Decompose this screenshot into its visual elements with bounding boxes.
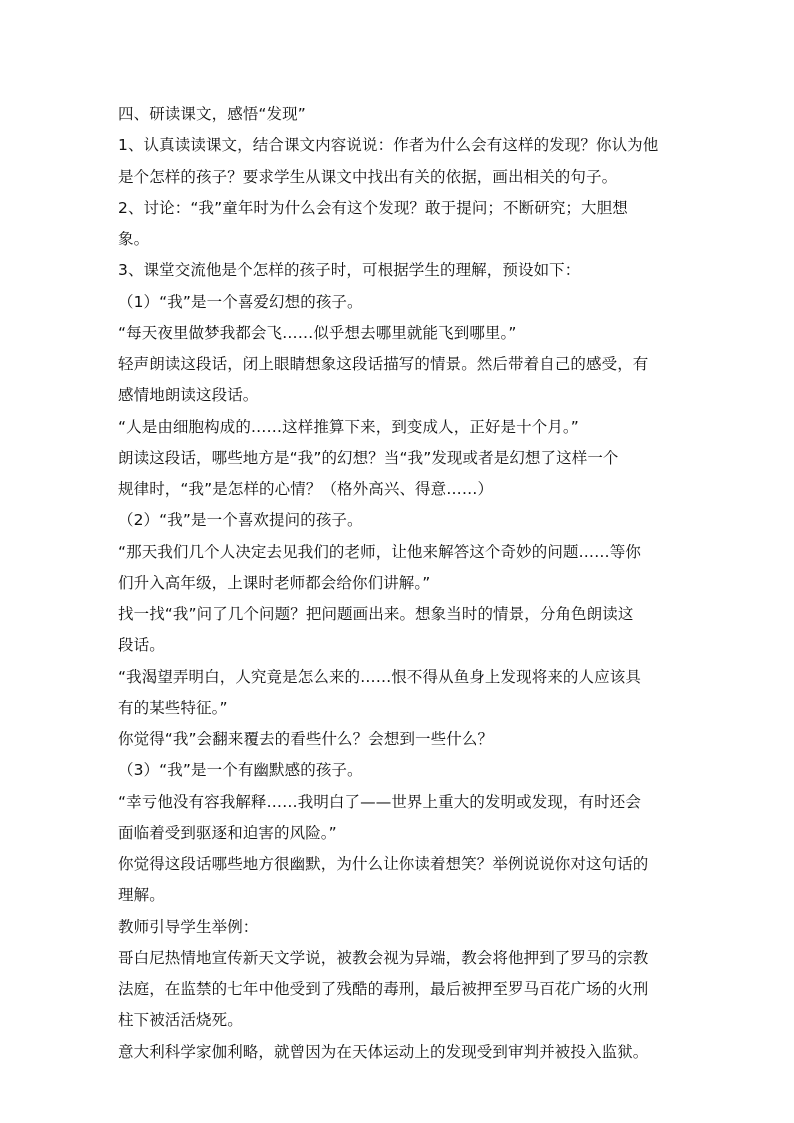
- text-line: 教师引导学生举例：: [118, 917, 259, 936]
- text-line: 理解。: [118, 886, 165, 905]
- text-line: 找一找“我”问了几个问题？把问题画出来。想象当时的情景，分角色朗读这: [118, 605, 634, 623]
- text-line: 段话。: [118, 636, 165, 655]
- subheading-line: （2）“我”是一个喜欢提问的孩子。: [118, 511, 363, 530]
- quote-line: “人是由细胞构成的……这样推算下来，到变成人，正好是十个月。”: [118, 417, 579, 436]
- text-line: 你觉得这段话哪些地方很幽默，为什么让你读着想笑？举例说说你对这句话的: [118, 855, 649, 873]
- subheading-line: （1）“我”是一个喜爱幻想的孩子。: [118, 292, 363, 311]
- text-line: 哥白尼热情地宣传新天文学说，被教会视为异端，教会将他押到了罗马的宗教: [118, 948, 649, 967]
- text-line: 3、课堂交流他是个怎样的孩子时，可根据学生的理解，预设如下：: [118, 261, 581, 280]
- quote-line: “幸亏他没有容我解释……我明白了——世界上重大的发明或发现，有时还会: [118, 792, 641, 811]
- text-line: 2、讨论：“我”童年时为什么会有这个发现？敢于提问；不断研究；大胆想: [118, 198, 628, 217]
- text-line: 轻声朗读这段话，闭上眼睛想象这段话描写的情景。然后带着自己的感受，有: [118, 355, 649, 373]
- section-heading: 四、研读课文，感悟“发现”: [118, 105, 306, 123]
- text-line: 柱下被活活烧死。: [118, 1011, 243, 1030]
- document-body: [118, 99, 678, 1068]
- text-line: 规律时，“我”是怎样的心情？（格外高兴、得意……）: [118, 480, 494, 498]
- quote-line: “我渴望弄明白，人究竟是怎么来的……恨不得从鱼身上发现将来的人应该具: [118, 667, 641, 686]
- quote-line: 有的某些特征。”: [118, 698, 228, 717]
- quote-line: “那天我们几个人决定去见我们的老师，让他来解答这个奇妙的问题……等你: [118, 542, 641, 561]
- text-line: 法庭，在监禁的七年中他受到了残酷的毒刑，最后被押至罗马百花广场的火刑: [118, 980, 649, 998]
- text-line: 朗读这段话，哪些地方是“我”的幻想？当“我”发现或者是幻想了这样一个: [118, 448, 619, 467]
- quote-line: 们升入高年级，上课时老师都会给你们讲解。”: [118, 573, 431, 592]
- text-line: 意大利科学家伽利略，就曾因为在天体运动上的发现受到审判并被投入监狱。: [118, 1042, 649, 1061]
- text-line: 是个怎样的孩子？要求学生从课文中找出有关的依据，画出相关的句子。: [118, 167, 618, 186]
- quote-line: “每天夜里做梦我都会飞……似乎想去哪里就能飞到哪里。”: [118, 323, 517, 342]
- text-line: 感情地朗读这段话。: [118, 386, 259, 405]
- quote-line: 面临着受到驱逐和迫害的风险。”: [118, 823, 337, 842]
- text-line: 象。: [118, 230, 150, 248]
- text-line: 1、认真读读课文，结合课文内容说说：作者为什么会有这样的发现？你认为他: [118, 136, 659, 155]
- subheading-line: （3）“我”是一个有幽默感的孩子。: [118, 761, 363, 780]
- text-line: 你觉得“我”会翻来覆去的看些什么？会想到一些什么？: [118, 730, 494, 748]
